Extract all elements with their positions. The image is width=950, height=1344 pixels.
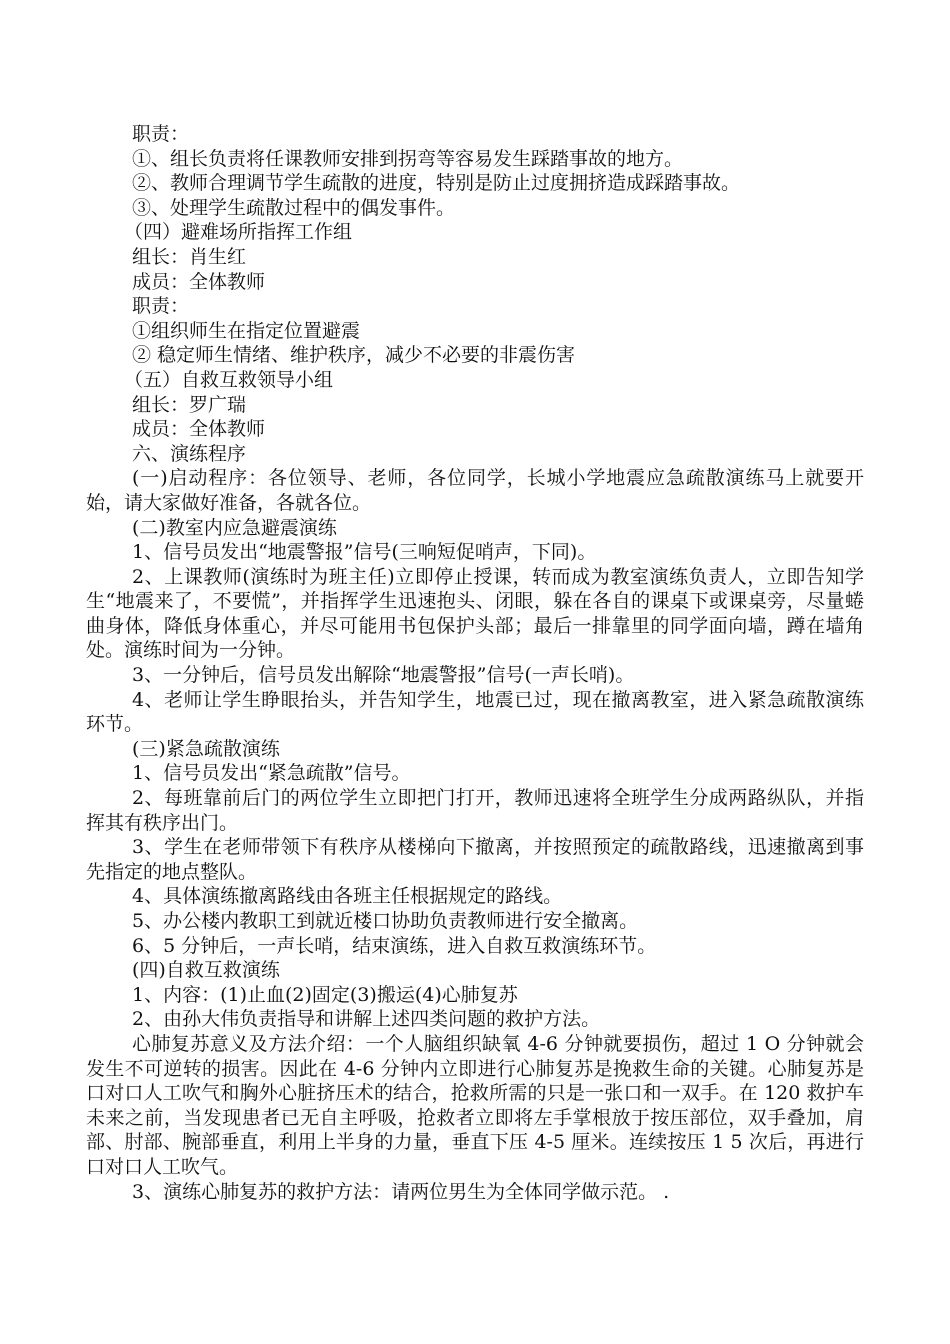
classroom-step-1: 1、信号员发出“地震警报”信号(三响短促哨声，下同)。: [132, 541, 597, 564]
subsection-self-rescue-drill: (四)自救互救演练: [132, 959, 280, 982]
evacuation-step-3: 3、学生在老师带领下有秩序从楼梯向下撤离，并按照预定的疏散路线，迅速撤离到事先指定的地点整队。: [86, 836, 864, 883]
duty-item-3: ③、处理学生疏散过程中的偶发事件。: [132, 196, 456, 219]
evacuation-step-1: 1、信号员发出“紧急疏散”信号。: [132, 762, 411, 785]
classroom-step-2: 2、上课教师(演练时为班主任)立即停止授课，转而成为教室演练负责人，立即告知学生“地震来了，不要慌”，并指挥学生迅速抱头、闭眼，躲在各自的课桌下或课桌旁，尽量蜷曲身体，降低身体重心，并尽可能用书包保护头部；最后一排靠里的同学面向墙，蹲在墙角处。演练时间为一分钟。: [86, 565, 864, 662]
evacuation-step-6: 6、5 分钟后，一声长哨，结束演练，进入自救互救演练环节。: [132, 934, 657, 957]
subsection-classroom-drill: (二)教室内应急避震演练: [132, 516, 337, 539]
document-body: [86, 122, 864, 1204]
cpr-introduction-paragraph: 心肺复苏意义及方法介绍：一个人脑组织缺氧 4-6 分钟就要损伤，超过 1 O 分钟就会发生不可逆转的损害。因此在 4-6 分钟内立即进行心肺复苏是挽救生命的关键。心肺复苏是口对口人工吹气和胸外心脏挤压术的结合，抢救所需的只是一张口和一双手。在 120 救护车未来之前，当发现患者已无自主呼吸，抢救者立即将左手掌根放于按压部位，双手叠加，肩部、肘部、腕部垂直，利用上半身的力量，垂直下压 4-5 厘米。连续按压 1 5 次后，再进行口对口人工吹气。: [86, 1032, 864, 1178]
evacuation-step-2: 2、每班靠前后门的两位学生立即把门打开，教师迅速将全班学生分成两路纵队，并指挥其有秩序出门。: [86, 787, 864, 834]
self-rescue-step-3: 3、演练心肺复苏的救护方法：请两位男生为全体同学做示范。 .: [132, 1180, 670, 1203]
duty-heading: 职责：: [132, 123, 190, 145]
subsection-evacuation-drill: (三)紧急疏散演练: [132, 737, 280, 760]
section-shelter-command-group: （四）避难场所指挥工作组: [124, 221, 353, 244]
evacuation-step-4: 4、具体演练撤离路线由各班主任根据规定的路线。: [132, 885, 563, 908]
duty-item-2: ②、教师合理调节学生疏散的进度，特别是防止过度拥挤造成踩踏事故。: [132, 172, 741, 195]
section-self-rescue-group: （五）自救互救领导小组: [124, 368, 334, 391]
self-rescue-group-leader: 组长：罗广瑞: [132, 393, 247, 416]
self-rescue-step-2: 2、由孙大伟负责指导和讲解上述四类问题的救护方法。: [132, 1008, 601, 1031]
shelter-group-leader: 组长：肖生红: [132, 245, 247, 268]
self-rescue-group-members: 成员：全体教师: [132, 418, 266, 441]
shelter-group-members: 成员：全体教师: [132, 270, 266, 293]
classroom-step-4: 4、老师让学生睁眼抬头，并告知学生，地震已过，现在撤离教室，进入紧急疏散演练环节。: [86, 688, 864, 736]
shelter-duty-item-2: ② 稳定师生情绪、维护秩序，减少不必要的非震伤害: [132, 344, 576, 367]
evacuation-step-5: 5、办公楼内教职工到就近楼口协助负责教师进行安全撤离。: [132, 910, 639, 932]
shelter-duty-heading: 职责：: [132, 295, 190, 318]
shelter-duty-item-1: ①组织师生在指定位置避震: [132, 319, 361, 342]
self-rescue-step-1: 1、内容：(1)止血(2)固定(3)搬运(4)心肺复苏: [132, 983, 518, 1006]
section-drill-procedure: 六、演练程序: [132, 442, 247, 465]
duty-item-1: ①、组长负责将任课教师安排到拐弯等容易发生踩踏事故的地方。: [132, 147, 684, 170]
paragraph-start-procedure: (一)启动程序：各位领导、老师，各位同学，长城小学地震应急疏散演练马上就要开始，请大家做好准备，各就各位。: [86, 467, 864, 514]
classroom-step-3: 3、一分钟后，信号员发出解除“地震警报”信号(一声长哨)。: [132, 664, 635, 687]
